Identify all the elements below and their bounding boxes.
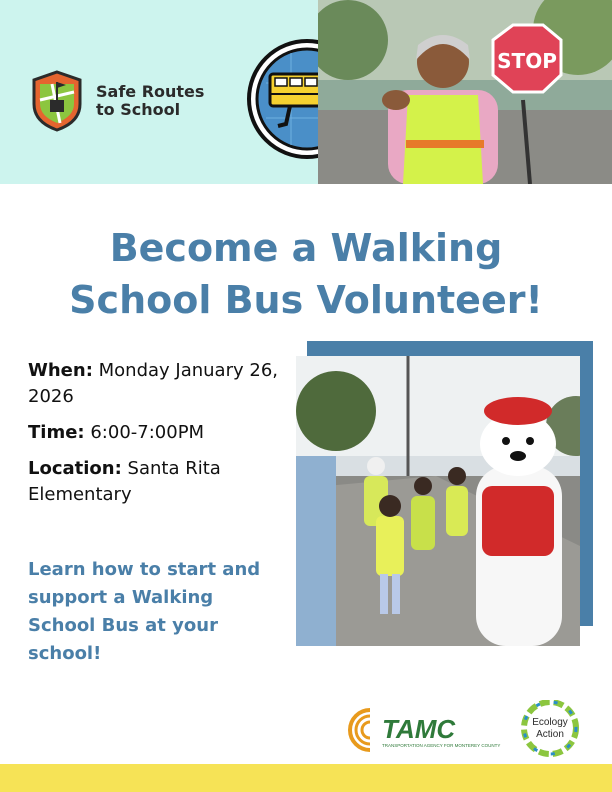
walking-group-photo bbox=[296, 356, 580, 646]
crossing-guard-photo bbox=[318, 0, 612, 184]
brand-line-2: to School bbox=[96, 100, 181, 119]
event-location: Location: Santa Rita Elementary bbox=[28, 458, 221, 505]
ecology-action-logo bbox=[524, 702, 576, 754]
event-time: Time: 6:00-7:00PM bbox=[28, 422, 205, 443]
crossing-guard-illustration bbox=[318, 0, 612, 184]
mascot-costume bbox=[476, 397, 562, 646]
sponsor-logos-graphic bbox=[340, 700, 600, 760]
brand-line-1: Safe Routes bbox=[96, 82, 205, 101]
footer-bar bbox=[0, 764, 612, 792]
safe-routes-shield-icon bbox=[30, 70, 84, 132]
brand-name bbox=[96, 83, 204, 119]
tamc-name: TAMC bbox=[382, 714, 456, 744]
headline-line-1: Become a Walking bbox=[109, 226, 503, 270]
sponsor-logos bbox=[340, 700, 600, 760]
walking-school-bus-illustration bbox=[296, 356, 580, 646]
tamc-logo bbox=[350, 710, 500, 750]
stop-sign-text: STOP bbox=[497, 49, 557, 73]
call-to-action-text: Learn how to start and support a Walking School Bus at your school! bbox=[28, 559, 261, 664]
page-title bbox=[0, 222, 612, 326]
ecology-line-1: Ecology bbox=[532, 717, 568, 728]
brand bbox=[30, 70, 204, 132]
event-when: When: Monday January 26, 2026 bbox=[28, 360, 278, 407]
tamc-subtitle: TRANSPORTATION AGENCY FOR MONTEREY COUNTY bbox=[382, 743, 501, 748]
headline-line-2: School Bus Volunteer! bbox=[69, 278, 543, 322]
event-details bbox=[28, 358, 288, 518]
ecology-line-2: Action bbox=[536, 729, 564, 740]
